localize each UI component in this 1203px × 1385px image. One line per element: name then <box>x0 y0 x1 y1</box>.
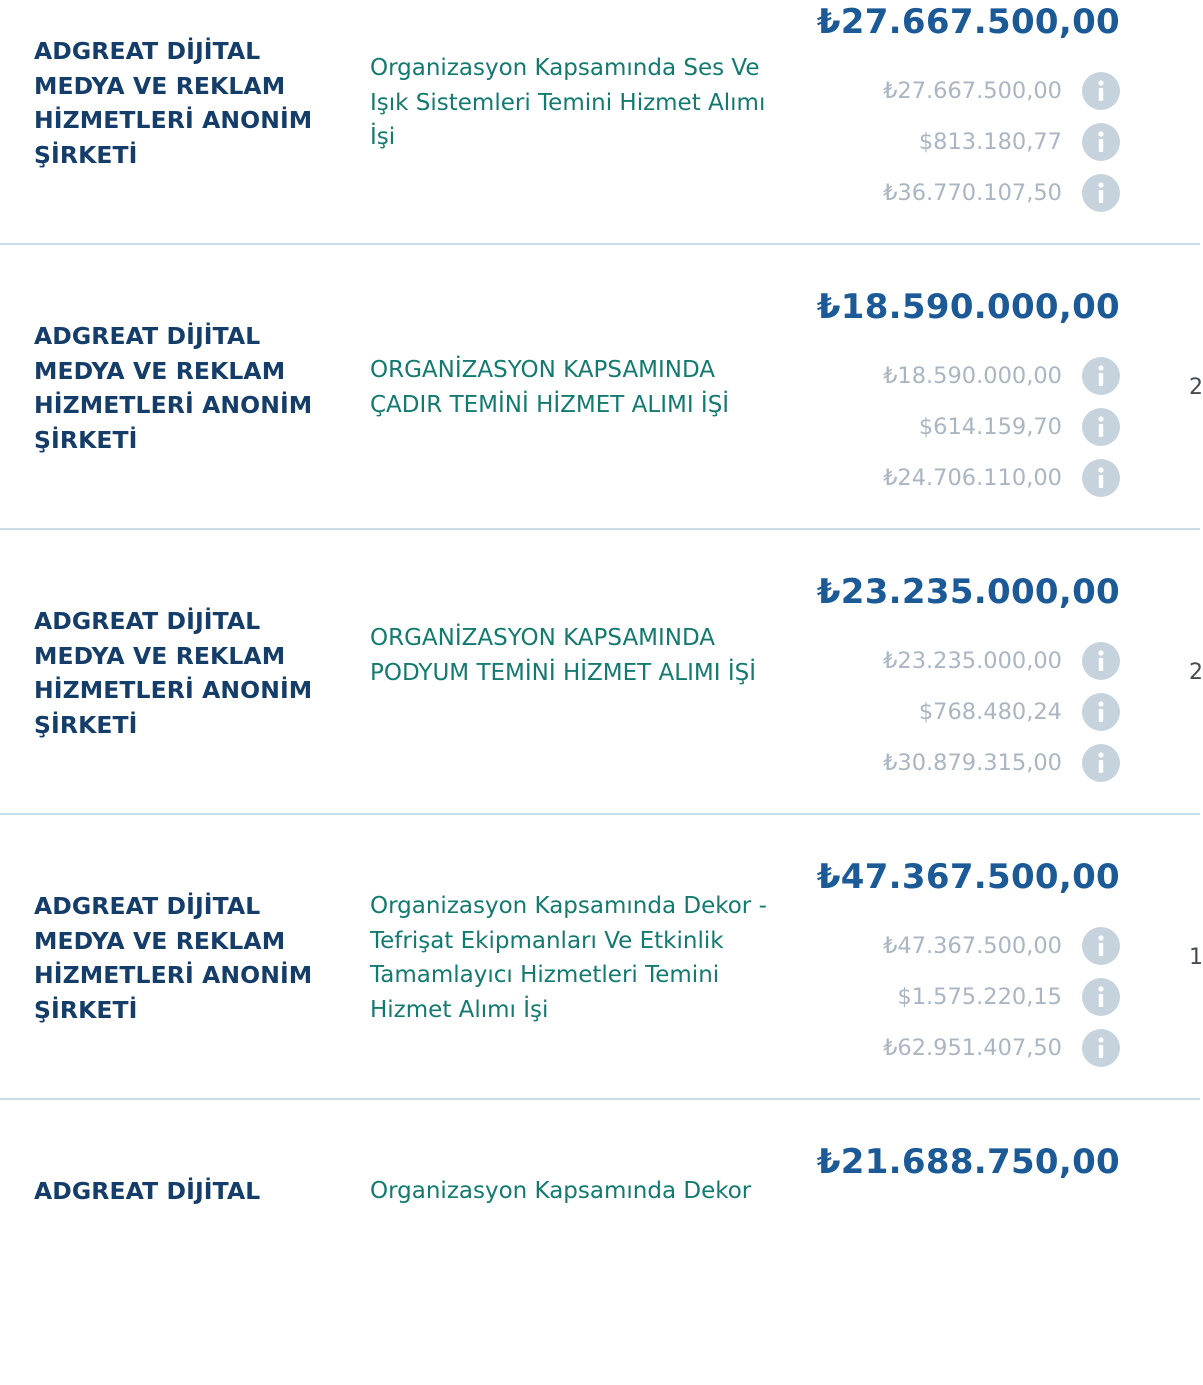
info-icon[interactable] <box>1082 408 1120 446</box>
list-item <box>0 1100 1200 1385</box>
amount-try: ₺18.590.000,00 <box>883 363 1062 389</box>
tender-subject[interactable]: ORGANİZASYON KAPSAMINDA PODYUM TEMİNİ HİZMET ALIMI İŞİ <box>370 625 756 686</box>
amount-line-usd <box>919 122 1120 162</box>
amount-line-try <box>883 926 1120 966</box>
row-edge-value: 2 <box>1189 660 1203 685</box>
contract-amount: ₺21.688.750,00 <box>816 1142 1120 1182</box>
amount-line-try <box>883 641 1120 681</box>
company-name[interactable]: ADGREAT DİJİTAL MEDYA VE REKLAM HİZMETLERİ ANONİM ŞİRKETİ <box>34 892 313 1024</box>
info-icon[interactable] <box>1082 642 1120 680</box>
amount-updated: ₺30.879.315,00 <box>883 750 1062 776</box>
list-item <box>0 0 1200 245</box>
amount-usd: $768.480,24 <box>918 699 1062 725</box>
list-item <box>0 530 1203 815</box>
contract-amount: ₺18.590.000,00 <box>816 287 1120 327</box>
list-item <box>0 815 1203 1100</box>
tender-subject[interactable]: Organizasyon Kapsamında Dekor <box>370 1178 752 1204</box>
info-icon[interactable] <box>1082 744 1120 782</box>
contract-amount: ₺23.235.000,00 <box>816 572 1120 612</box>
amount-usd: $614.159,70 <box>918 414 1062 440</box>
amount-try: ₺27.667.500,00 <box>883 78 1062 104</box>
amount-line-try <box>883 356 1120 396</box>
amount-line-updated <box>883 743 1120 783</box>
info-icon[interactable] <box>1082 459 1120 497</box>
amount-usd: $1.575.220,15 <box>897 984 1062 1010</box>
amount-updated: ₺36.770.107,50 <box>883 180 1062 206</box>
amount-line-updated <box>883 173 1120 213</box>
info-icon[interactable] <box>1082 927 1120 965</box>
company-name[interactable]: ADGREAT DİJİTAL <box>34 1177 261 1205</box>
amount-line-updated <box>883 458 1120 498</box>
amount-line-updated <box>883 1028 1120 1068</box>
info-icon[interactable] <box>1082 174 1120 212</box>
amount-usd: $813.180,77 <box>918 129 1062 155</box>
company-name[interactable]: ADGREAT DİJİTAL MEDYA VE REKLAM HİZMETLERİ ANONİM ŞİRKETİ <box>34 607 313 739</box>
contract-amount: ₺47.367.500,00 <box>816 857 1120 897</box>
company-name[interactable]: ADGREAT DİJİTAL MEDYA VE REKLAM HİZMETLERİ ANONİM ŞİRKETİ <box>34 37 313 169</box>
info-icon[interactable] <box>1082 693 1120 731</box>
info-icon[interactable] <box>1082 123 1120 161</box>
info-icon[interactable] <box>1082 1029 1120 1067</box>
amount-line-usd <box>919 692 1120 732</box>
amount-line-usd <box>897 977 1120 1017</box>
company-name[interactable]: ADGREAT DİJİTAL MEDYA VE REKLAM HİZMETLERİ ANONİM ŞİRKETİ <box>34 322 313 454</box>
amount-line-try <box>883 71 1120 111</box>
info-icon[interactable] <box>1082 978 1120 1016</box>
amount-updated: ₺62.951.407,50 <box>883 1035 1062 1061</box>
tender-subject[interactable]: ORGANİZASYON KAPSAMINDA ÇADIR TEMİNİ HİZMET ALIMI İŞİ <box>370 357 730 418</box>
info-icon[interactable] <box>1082 72 1120 110</box>
row-edge-value: 2 <box>1189 375 1203 400</box>
row-edge-value: 1 <box>1189 945 1203 970</box>
amount-try: ₺47.367.500,00 <box>883 933 1062 959</box>
contract-amount: ₺27.667.500,00 <box>816 2 1120 42</box>
amount-updated: ₺24.706.110,00 <box>883 465 1062 491</box>
tender-subject[interactable]: Organizasyon Kapsamında Ses Ve Işık Sistemleri Temini Hizmet Alımı İşi <box>370 55 766 150</box>
tender-subject[interactable]: Organizasyon Kapsamında Dekor - Tefrişat Ekipmanları Ve Etkinlik Tamamlayıcı Hizmetleri Temini Hizmet Alımı İşi <box>370 893 767 1023</box>
amount-try: ₺23.235.000,00 <box>883 648 1062 674</box>
amount-line-usd <box>919 407 1120 447</box>
info-icon[interactable] <box>1082 357 1120 395</box>
list-item <box>0 245 1203 530</box>
